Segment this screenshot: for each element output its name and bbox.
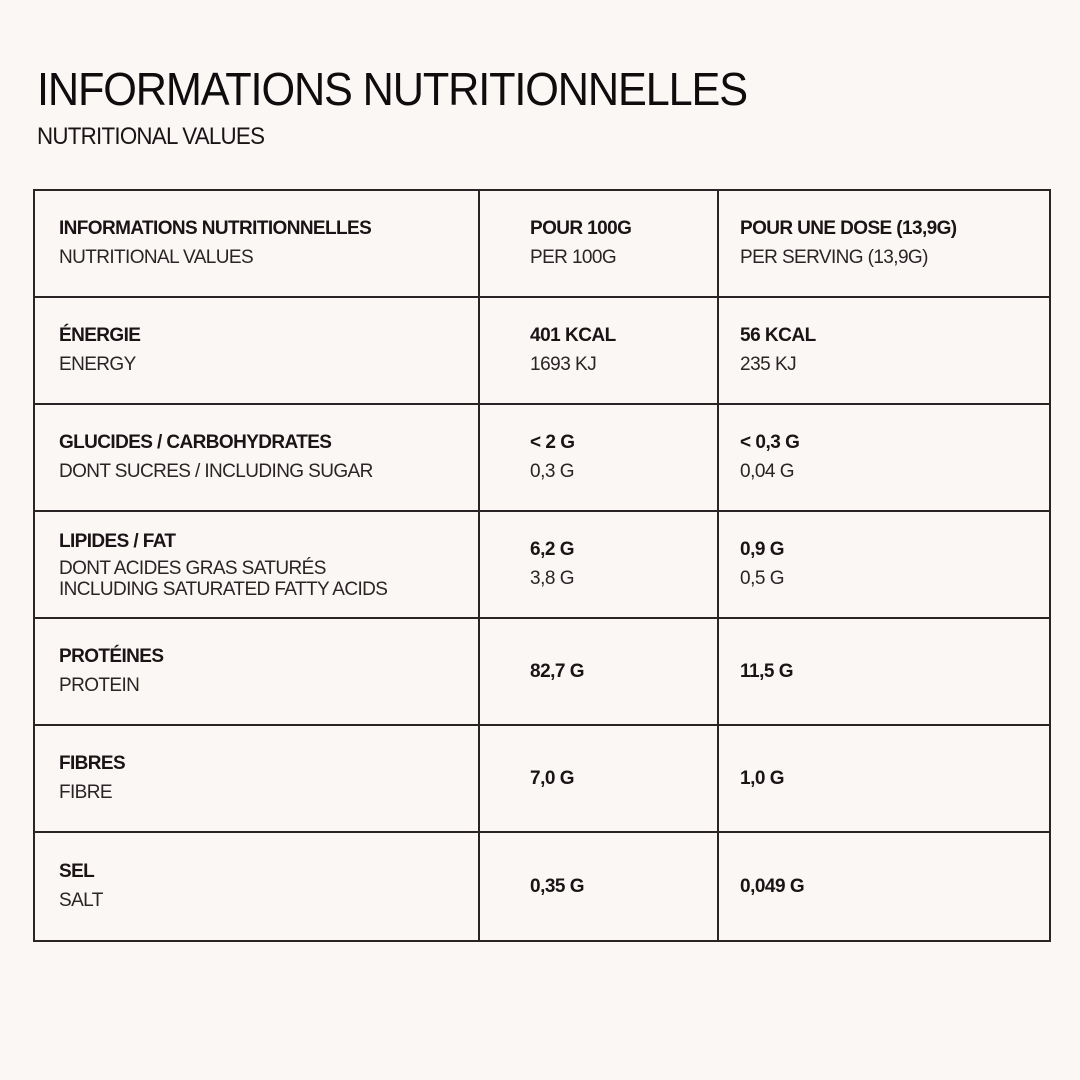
nutrient-name-en: FIBRE xyxy=(59,782,112,803)
value-main: 56 KCAL xyxy=(740,325,816,346)
value-main: 401 KCAL xyxy=(530,325,616,346)
nutrient-name-fr: ÉNERGIE xyxy=(59,325,141,346)
row-label-salt xyxy=(35,833,480,940)
header-cell-per-serving xyxy=(719,191,1049,298)
nutrient-name-fr: LIPIDES / FAT xyxy=(59,531,176,552)
value-main: 6,2 G xyxy=(530,539,574,560)
value-sub: 0,3 G xyxy=(530,461,574,482)
nutrient-name-en: DONT SUCRES / INCLUDING SUGAR xyxy=(59,461,373,482)
header-label-en: NUTRITIONAL VALUES xyxy=(59,247,254,268)
salt-per-serving xyxy=(719,833,1049,940)
protein-per100g xyxy=(480,619,719,726)
header-label-fr: POUR UNE DOSE (13,9G) xyxy=(740,218,957,239)
value-sub: 0,5 G xyxy=(740,568,784,589)
header-label-en: PER SERVING (13,9G) xyxy=(740,247,928,268)
nutrient-name-fr: PROTÉINES xyxy=(59,646,164,667)
value-main: < 0,3 G xyxy=(740,432,800,453)
value-main: 0,049 G xyxy=(740,875,805,897)
row-label-fat xyxy=(35,512,480,619)
carbohydrates-per100g xyxy=(480,405,719,512)
value-main: 0,35 G xyxy=(530,875,585,897)
header-label-en: PER 100G xyxy=(530,247,617,268)
nutrient-name-fr: SEL xyxy=(59,861,95,882)
value-main: 82,7 G xyxy=(530,660,585,682)
value-main: 1,0 G xyxy=(740,767,784,789)
fat-per100g xyxy=(480,512,719,619)
nutrient-name-en: SALT xyxy=(59,890,103,911)
nutrient-name-fr: GLUCIDES / CARBOHYDRATES xyxy=(59,432,332,453)
nutrient-name-en: DONT ACIDES GRAS SATURÉS xyxy=(59,558,326,579)
page-title: INFORMATIONS NUTRITIONNELLES xyxy=(37,63,747,115)
nutrient-name-en: PROTEIN xyxy=(59,675,140,696)
energy-per100g xyxy=(480,298,719,405)
nutrient-name-en-line2: INCLUDING SATURATED FATTY ACIDS xyxy=(59,579,388,600)
header-label-fr: INFORMATIONS NUTRITIONNELLES xyxy=(59,218,372,239)
protein-per-serving xyxy=(719,619,1049,726)
fibre-per-serving xyxy=(719,726,1049,833)
value-main: 11,5 G xyxy=(740,660,793,682)
header-label-fr: POUR 100G xyxy=(530,218,632,239)
nutrient-name-fr: FIBRES xyxy=(59,753,126,774)
value-main: 7,0 G xyxy=(530,767,574,789)
row-label-fibre xyxy=(35,726,480,833)
header-cell-per100g xyxy=(480,191,719,298)
value-main: < 2 G xyxy=(530,432,575,453)
header-cell-nutrient xyxy=(35,191,480,298)
page-subtitle: NUTRITIONAL VALUES xyxy=(37,123,265,150)
value-main: 0,9 G xyxy=(740,539,784,560)
value-sub: 1693 KJ xyxy=(530,354,597,375)
row-label-carbohydrates xyxy=(35,405,480,512)
carbohydrates-per-serving xyxy=(719,405,1049,512)
salt-per100g xyxy=(480,833,719,940)
row-label-energy xyxy=(35,298,480,405)
energy-per-serving xyxy=(719,298,1049,405)
value-sub: 3,8 G xyxy=(530,568,574,589)
nutrient-name-en: ENERGY xyxy=(59,354,136,375)
fat-per-serving xyxy=(719,512,1049,619)
fibre-per100g xyxy=(480,726,719,833)
nutrition-table xyxy=(33,189,1051,942)
value-sub: 235 KJ xyxy=(740,354,797,375)
row-label-protein xyxy=(35,619,480,726)
value-sub: 0,04 G xyxy=(740,461,795,482)
